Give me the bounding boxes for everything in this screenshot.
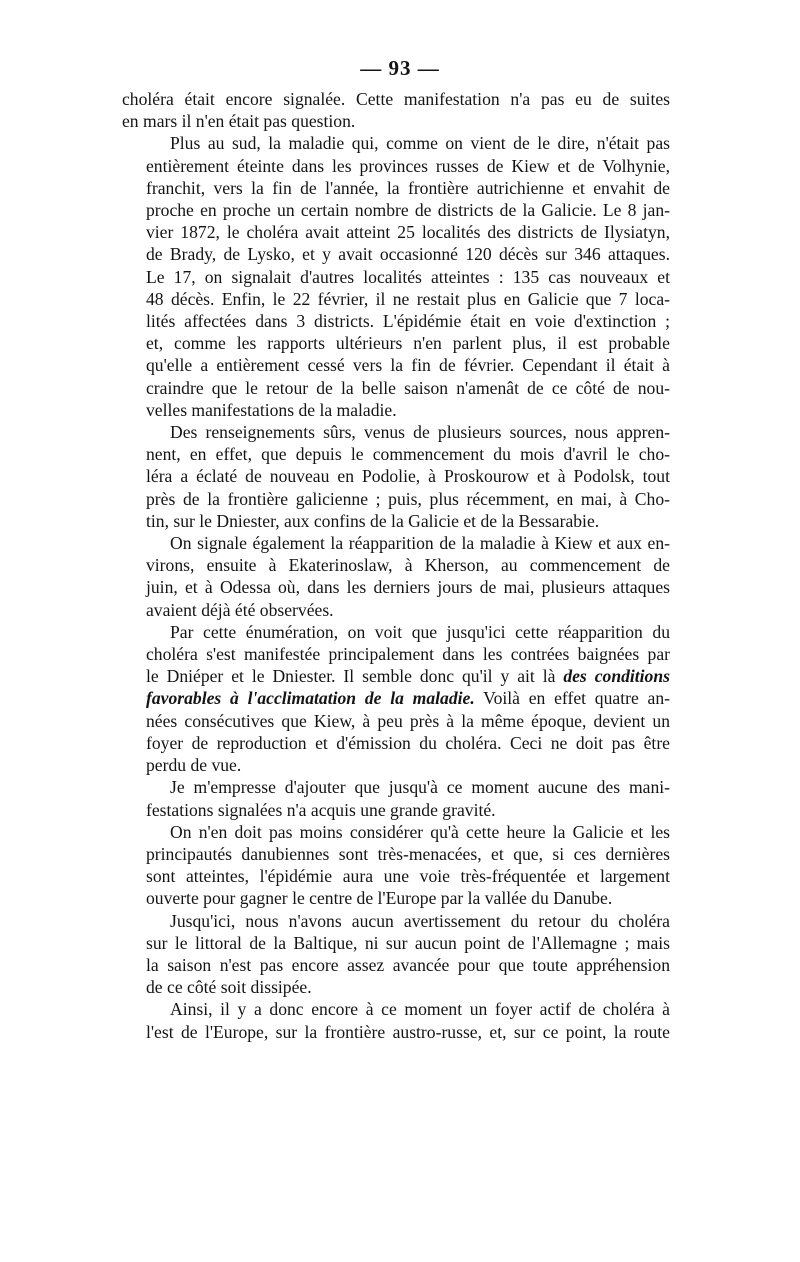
text-line: sont atteintes, l'épidémie aura une voie très-fréquentée et largement bbox=[146, 866, 670, 887]
text-line: Plus au sud, la maladie qui, comme on vient de le dire, n'était pas bbox=[170, 133, 670, 154]
body-text bbox=[122, 88, 670, 1043]
page-number: — 93 — bbox=[360, 56, 440, 80]
text-line: de ce côté soit dissipée. bbox=[146, 977, 312, 998]
paragraph bbox=[122, 421, 670, 532]
text-line: entièrement éteinte dans les provinces russes de Kiew et de Volhynie, bbox=[146, 155, 670, 176]
paragraph bbox=[122, 910, 670, 999]
paragraph bbox=[122, 621, 670, 776]
text-line: proche en proche un certain nombre de districts de la Galicie. Le 8 jan- bbox=[146, 200, 670, 221]
paragraph bbox=[122, 88, 670, 132]
text-line: près de la frontière galicienne ; puis, plus récemment, en mai, à Cho- bbox=[146, 488, 670, 509]
text-line: lités affectées dans 3 districts. L'épidémie était en voie d'extinction ; bbox=[146, 311, 670, 332]
text-line: Par cette énumération, on voit que jusqu'ici cette réapparition du bbox=[170, 621, 670, 642]
text-segment: le Dniéper et le Dniester. Il semble donc qu'il y ait là bbox=[146, 666, 564, 687]
text-line: virons, ensuite à Ekaterinoslaw, à Kherson, au commencement de bbox=[146, 555, 670, 576]
text-line: Je m'empresse d'ajouter que jusqu'à ce moment aucune des mani- bbox=[170, 777, 670, 798]
paragraph bbox=[122, 998, 670, 1042]
text-line: et, comme les rapports ultérieurs n'en parlent plus, il est probable bbox=[146, 333, 670, 354]
text-line: choléra s'est manifestée principalement dans les contrées baignées par bbox=[146, 644, 670, 665]
text-line: perdu de vue. bbox=[146, 755, 242, 776]
text-line: Des renseignements sûrs, venus de plusieurs sources, nous appren- bbox=[170, 422, 670, 443]
italic-phrase: des conditions bbox=[563, 666, 670, 687]
text-line: On signale également la réapparition de la maladie à Kiew et aux en- bbox=[170, 533, 670, 554]
text-line: franchit, vers la fin de l'année, la frontière autrichienne et envahit de bbox=[146, 177, 670, 198]
text-line: en mars il n'en était pas question. bbox=[122, 111, 356, 132]
text-line bbox=[122, 687, 670, 709]
text-line: nent, en effet, que depuis le commencement du mois d'avril le cho- bbox=[146, 444, 670, 465]
text-line: choléra était encore signalée. Cette manifestation n'a pas eu de suites bbox=[122, 89, 670, 109]
text-line: juin, et à Odessa où, dans les derniers jours de mai, plusieurs attaques bbox=[146, 577, 670, 598]
text-line bbox=[122, 665, 670, 687]
text-line: avaient déjà été observées. bbox=[146, 599, 334, 620]
paragraph bbox=[122, 132, 670, 421]
text-line: principautés danubiennes sont très-menacées, et que, si ces dernières bbox=[146, 843, 670, 864]
paragraph bbox=[122, 776, 670, 820]
text-line: foyer de reproduction et d'émission du choléra. Ceci ne doit pas être bbox=[146, 732, 670, 753]
italic-phrase: favorables à l'acclimatation de la maladie. bbox=[146, 688, 475, 709]
text-line: On n'en doit pas moins considérer qu'à cette heure la Galicie et les bbox=[170, 821, 670, 842]
text-line: Le 17, on signalait d'autres localités atteintes : 135 cas nouveaux et bbox=[146, 266, 670, 287]
text-line: léra a éclaté de nouveau en Podolie, à Proskourow et à Podolsk, tout bbox=[146, 466, 670, 487]
text-line: la saison n'est pas encore assez avancée pour que toute appréhension bbox=[146, 954, 670, 975]
text-line: de Brady, de Lysko, et y avait occasionné 120 décès sur 346 attaques. bbox=[146, 244, 670, 265]
text-line: craindre que le retour de la belle saison n'amenât de ce côté de nou- bbox=[146, 377, 670, 398]
text-line: qu'elle a entièrement cessé vers la fin de février. Cependant il était à bbox=[146, 355, 670, 376]
paragraph bbox=[122, 821, 670, 910]
text-line: ouverte pour gagner le centre de l'Europe par la vallée du Danube. bbox=[146, 888, 613, 909]
text-line: nées consécutives que Kiew, à peu près à la même époque, devient un bbox=[146, 710, 670, 731]
text-line: festations signalées n'a acquis une grande gravité. bbox=[146, 799, 496, 820]
paragraph bbox=[122, 532, 670, 621]
text-segment: Voilà en effet quatre an- bbox=[474, 688, 670, 709]
text-line: Ainsi, il y a donc encore à ce moment un foyer actif de choléra à bbox=[170, 999, 670, 1020]
text-line: 48 décès. Enfin, le 22 février, il ne restait plus en Galicie que 7 loca- bbox=[146, 288, 670, 309]
text-line: tin, sur le Dniester, aux confins de la Galicie et de la Bessarabie. bbox=[146, 510, 600, 531]
text-line: sur le littoral de la Baltique, ni sur aucun point de l'Allemagne ; mais bbox=[146, 932, 670, 953]
text-line: velles manifestations de la maladie. bbox=[146, 399, 397, 420]
text-line: Jusqu'ici, nous n'avons aucun avertissement du retour du choléra bbox=[170, 910, 670, 931]
text-line: l'est de l'Europe, sur la frontière austro-russe, et, sur ce point, la route bbox=[146, 1021, 670, 1042]
text-line: vier 1872, le choléra avait atteint 25 localités des districts de Ilysiatyn, bbox=[146, 222, 670, 243]
